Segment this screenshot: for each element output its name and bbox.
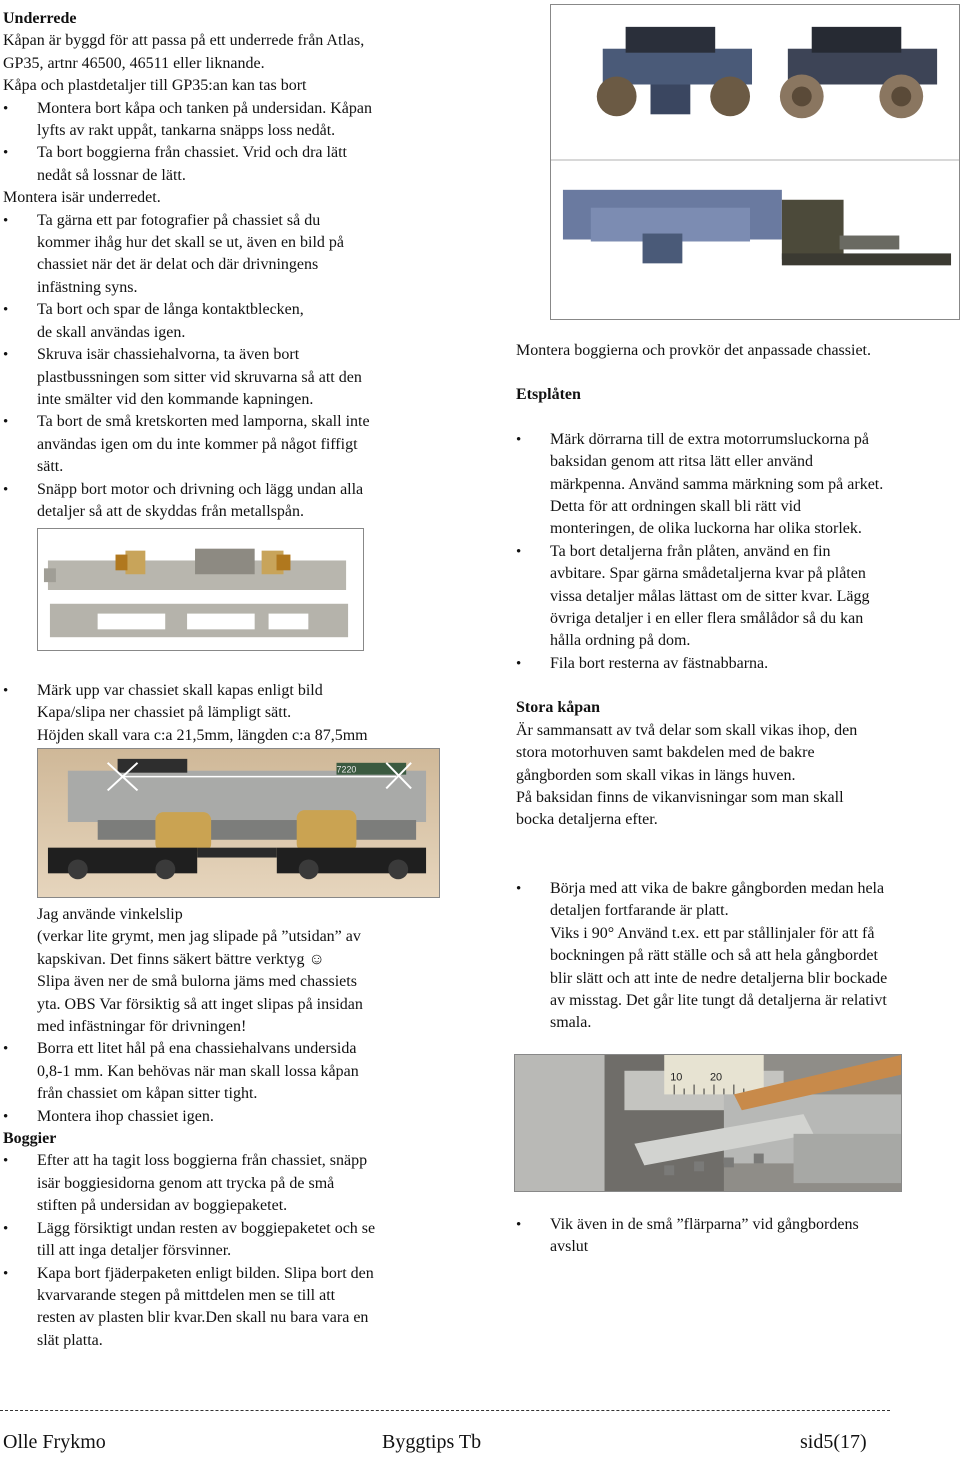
bullet-item [3,680,513,747]
bullet-item [3,1106,513,1128]
bullet-line: • Skruva isär chassiehalvorna, ta även bort [37,346,300,364]
bullet-line: • Snäpp bort motor och drivning och lägg undan alla [37,480,364,498]
section-label: Montera isär underredet. [3,189,161,207]
bullet-item [516,1214,960,1259]
bullet-line: 0,8-1 mm. Kan behövas när man skall lossa kåpan [37,1062,359,1080]
bullet-line: • Efter att ha tagit loss boggierna från chassiet, snäpp [37,1152,368,1170]
etched-sheet-photo [514,1054,902,1192]
bullet-line: • Montera bort kåpa och tanken på undersidan. Kåpan [37,99,372,117]
bullet-line: • Ta bort de små kretskorten med lamporna, skall inte [37,413,370,431]
bullet-line: • Borra ett litet hål på ena chassiehalvans undersida [37,1040,357,1058]
heading-stora-kapan: Stora kåpan [516,699,601,717]
bullet-line: Viks i 90° Använd t.ex. ett par stållinjaler för att få [550,924,875,942]
bogies-photo [550,4,960,320]
bullet-line: • Ta bort detaljerna från plåten, använd en fin [550,542,831,560]
bullet-line: hålla ordning på dom. [550,632,691,650]
bullet-line: smala. [550,1014,592,1032]
paragraph-line: Jag använde vinkelslip [37,906,183,923]
bullet-line: avslut [550,1238,589,1256]
ruler-mark-20: 20 [709,1071,723,1084]
bullet-item [3,1038,513,1105]
paragraph-line: stora motorhuven samt bakdelen med de bakre [516,744,815,762]
bullet-line: från chassiet om kåpan sitter tight. [37,1085,258,1103]
bullet-line: de skall användas igen. [37,323,186,341]
bullet-line: till att inga detaljer försvinner. [37,1242,232,1260]
right-bottom-block [516,878,960,1035]
bullet-item [3,210,513,300]
bullet-line: bockningen på rätt ställe och så att hela gångbordet [550,947,878,965]
bullet-line: användas igen om du inte kommer på något fiffigt [37,435,358,453]
bullet-item [3,1218,513,1263]
intro-line: Kåpa och plastdetaljer till GP35:an kan tas bort [3,77,307,95]
bullet-line: kommer ihåg hur det skall se ut, även en bild på [37,234,345,252]
bullet-item [516,429,960,541]
bullet-line: detaljen fortfarande är platt. [550,902,729,920]
bullet-item [3,98,513,143]
bullet-line: chassiet när det är delat och där drivningens [37,256,319,274]
bullet-item [3,344,513,411]
photo-caption: Montera boggierna och provkör det anpassade chassiet. [516,342,871,359]
bullet-item [3,479,513,524]
bullet-line: stiften på undersidan av boggiepaketet. [37,1197,288,1215]
bullet-line: • Märk upp var chassiet skall kapas enligt bild [37,682,323,699]
bullet-line: baksidan genom att ritsa lätt eller använd [550,453,814,471]
paragraph-line: Är sammansatt av två delar som skall vikas ihop, den [516,721,858,739]
bullet-line: resten av plasten blir kvar.Den skall nu bara vara en [37,1309,369,1327]
bullet-line: • Börja med att vika de bakre gångborden medan hela [550,880,885,897]
paragraph-line: kapskivan. Det finns säkert bättre verktyg ☺ [37,950,325,968]
bullet-line: sätt. [37,458,64,476]
bullet-line: slät platta. [37,1331,103,1349]
heading-underrede: Underrede [3,10,77,27]
bullet-item [516,653,960,675]
bullet-line: av misstag. Det går lite tungt då detaljerna är relativt [550,992,887,1010]
board-mark: 7220 [336,764,357,775]
indented-paragraph [3,904,513,1038]
footer-divider [0,1410,890,1411]
left-bottom-block [3,904,513,1352]
chassis-cut-photo [37,748,440,898]
bullet-item [516,878,960,1035]
bullet-line: • Lägg försiktigt undan resten av boggiepaketet och se [37,1219,376,1237]
intro-line: Kåpan är byggd för att passa på ett underrede från Atlas, [3,32,365,50]
bullet-line: • Montera ihop chassiet igen. [37,1107,214,1125]
bullet-line: • Kapa bort fjäderpaketen enligt bilden. Slipa bort den [37,1264,374,1282]
bullet-item [3,142,513,187]
bullet-line: • Märk dörrarna till de extra motorrumsluckorna på [550,430,869,448]
footer-title: Byggtips Tb [382,1431,482,1453]
bullet-item [516,541,960,653]
bullet-line: märkpenna. Använd samma märkning som på arket. [550,475,884,493]
heading-boggier: Boggier [3,1130,57,1148]
footer-page-number: sid5(17) [800,1431,867,1453]
bullet-line: detaljer så att de skyddas från metallspån. [37,502,305,520]
bullet-line: inte smälter vid den kommande kapningen. [37,390,314,408]
left-top-block [3,8,513,523]
bullet-line: blir slätt och att inte de nedre detaljerna blir bockade [550,969,888,987]
paragraph-line: Slipa även ner de små bulorna jäms med chassiets [37,973,357,991]
paragraph-line: (verkar lite grymt, men jag slipade på ”utsidan” av [37,928,361,946]
bullet-line: övriga detaljer i en eller flera smålådor så du kan [550,610,864,628]
bullet-line: Kapa/slipa ner chassiet på lämpligt sätt. [37,704,292,722]
left-mid-block [3,680,513,747]
paragraph-line: bocka detaljerna efter. [516,811,658,829]
right-bottom-block-2 [516,1214,960,1259]
bullet-line: • Ta bort och spar de långa kontaktblecken, [37,301,304,319]
bullet-line: monteringen, de olika luckorna har olika storlek. [550,520,862,538]
bullet-item [3,299,513,344]
bullet-line: infästning syns. [37,278,138,296]
heading-etsplaten: Etsplåten [516,386,581,404]
bullet-line: plastbussningen som sitter vid skruvarna så att den [37,368,362,386]
bullet-line: avbitare. Spar gärna smådetaljerna kvar på plåten [550,565,866,583]
footer-author: Olle Frykmo [3,1431,106,1453]
bullet-item [3,411,513,478]
bullet-line: vissa detaljer målas lättast om de sitter kvar. Lägg [550,587,870,605]
bullet-line: • Ta gärna ett par fotografier på chassiet så du [37,211,321,229]
bullet-line: isär boggiesidorna genom att trycka på de små [37,1174,335,1192]
right-top-block [516,340,960,832]
bullet-item [3,1263,513,1353]
bullet-line: • Fila bort resterna av fästnabbarna. [550,654,769,672]
ruler-mark-10: 10 [670,1071,683,1084]
bullet-line: kvarvarande stegen på mittdelen men se till att [37,1286,336,1304]
bullet-line: nedåt så lossnar de lätt. [37,166,186,184]
paragraph-line: gångborden som skall vikas in längs huven. [516,766,796,784]
bullet-line: Detta för att ordningen skall bli rätt vid [550,498,802,516]
bullet-item [3,1150,513,1217]
paragraph-line: På baksidan finns de vikanvisningar som man skall [516,788,844,806]
chassis-parts-photo [37,528,364,651]
intro-line: GP35, artnr 46500, 46511 eller liknande. [3,54,265,72]
paragraph-line: med infästningar för drivningen! [37,1018,247,1036]
bullet-line: lyfts av rakt uppåt, tankarna snäpps loss nedåt. [37,122,336,140]
bullet-line: • Ta bort boggierna från chassiet. Vrid och dra lätt [37,144,347,162]
paragraph-line: yta. OBS Var försiktig så att inget slipas på insidan [37,995,363,1013]
bullet-line: Höjden skall vara c:a 21,5mm, längden c:a 87,5mm [37,726,368,744]
bullet-line: • Vik även in de små ”flärparna” vid gångbordens [550,1216,859,1233]
